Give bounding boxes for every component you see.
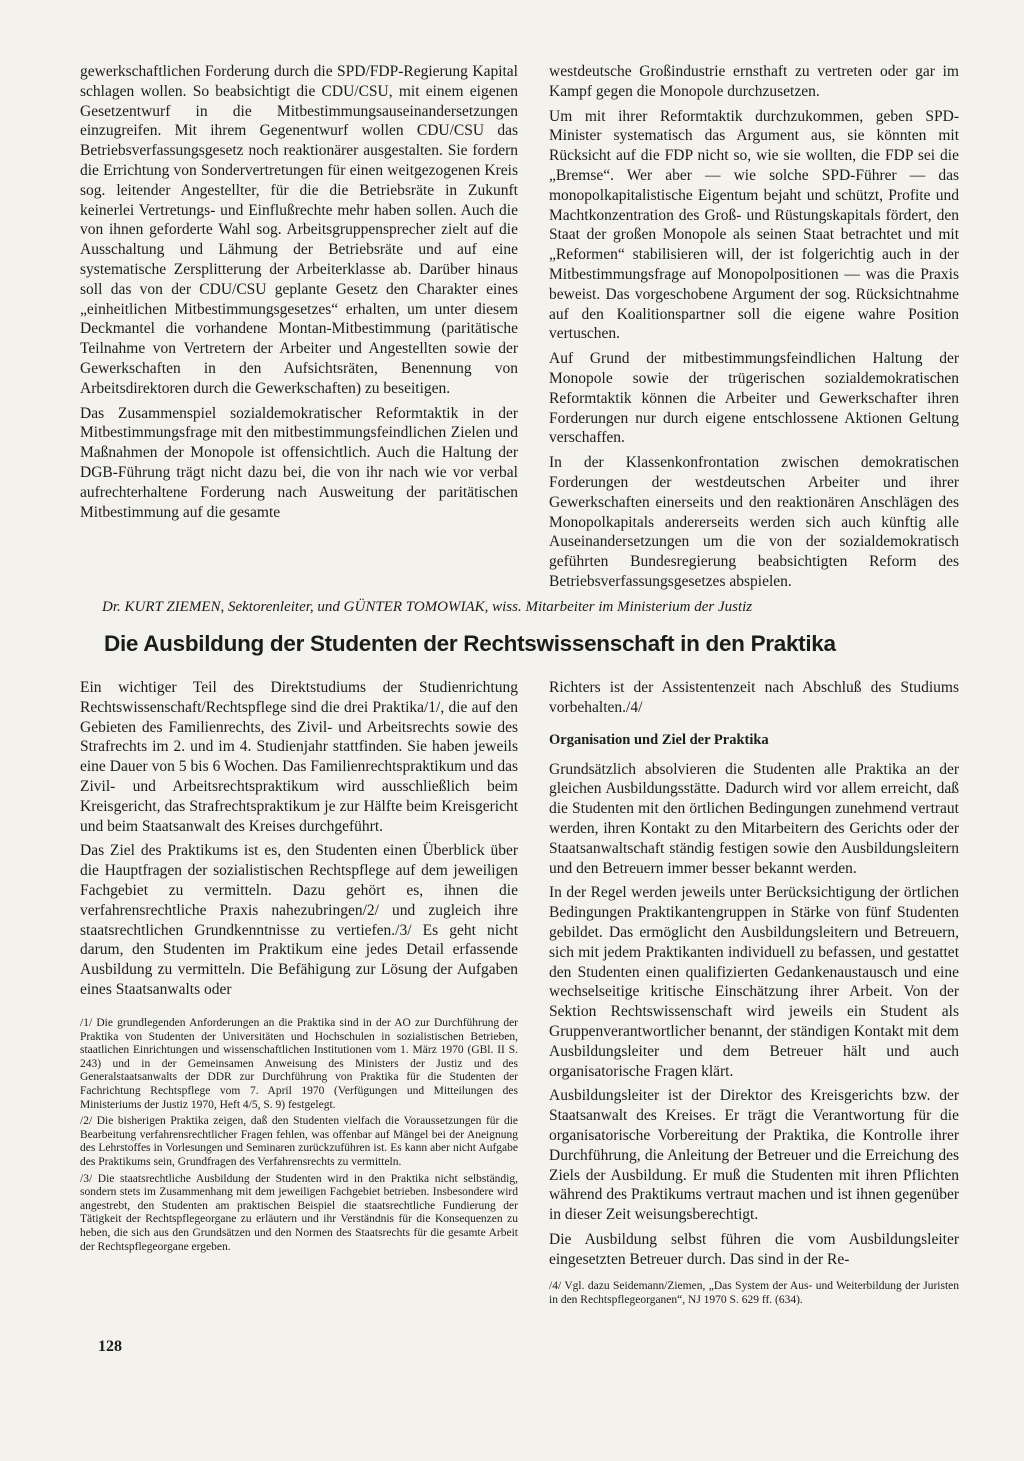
top-right-column [549,62,959,597]
paragraph: westdeutsche Großindustrie ernsthaft zu vertreten oder gar im Kampf gegen die Monopole durchzusetzen. [549,63,959,100]
paragraph: Die Ausbildung selbst führen die vom Ausbildungsleiter eingesetzten Betreuer durch. Das sind in der Re- [549,1230,959,1268]
paragraph: Grundsätzlich absolvieren die Studenten alle Praktika an der gleichen Ausbildungsstätte. Dadurch wird vor allem erreicht, daß die Studenten mit den örtlichen Bedingungen zunehmend vertraut werden, ihren Kontakt zu den Mitarbeitern des Gerichts oder der Staatsanwaltschaft ständig festigen sowie den Ausbildungsleitern und den Betreuern immer besser bekannt werden. [549,760,959,877]
page-number: 128 [98,1338,122,1355]
paragraph: Ausbildungsleiter ist der Direktor des Kreisgerichts bzw. der Staatsanwalt des Kreises. Er trägt die Verantwortung für die organisatorische Vorbereitung der Praktika, die Kontrolle ihrer Durchführung, die Anleitung der Betreuer und die Erreichung des Ziels der Ausbildung. Er muß die Studenten mit ihren Pflichten während des Praktikums vertraut machen und ist ihnen gegenüber in dieser Zeit weisungsberechtigt. [549,1087,959,1224]
article-byline: Dr. KURT ZIEMEN, Sektorenleiter, und GÜNTER TOMOWIAK, wiss. Mitarbeiter im Ministerium der Justiz [102,599,753,615]
footnote-3: /3/ Die staatsrechtliche Ausbildung der Studenten wird in den Praktika nicht selbständig, sondern stets im Zusammenhang mit dem jeweiligen Fachgebiet betrieben. Insbesondere wird angestrebt, den Studenten am praktischen Beispiel die staatsrechtliche Fundierung der Tätigkeit der Rechtspflegeorgane zu erläutern und ihr Verständnis für die Konsequenzen zu heben, die sich aus den Grundsätzen und den Normen des Staatsrechts für die gesamte Arbeit der Rechtspflegeorgane ergeben. [80,1172,518,1253]
footnote-1: /1/ Die grundlegenden Anforderungen an die Praktika sind in der AO zur Durchführung der Praktika von Studenten der Universitäten und Hochschulen in sozialistischen Betrieben, staatlichen Einrichtungen und wissenschaftlichen Institutionen vom 1. März 1970 (GBl. II S. 243) und in der Gemeinsamen Anweisung des Ministers der Justiz und des Generalstaatsanwalts der DDR zur Durchführung von Praktika für die Studenten der Fachrichtung Rechtspflege vom 7. April 1970 (Verfügungen und Mitteilungen des Ministeriums der Justiz 1970, Heft 4/5, S. 9) festgelegt. [80,1017,518,1111]
paragraph: Das Ziel des Praktikums ist es, den Studenten einen Überblick über die Hauptfragen der sozialistischen Rechtspflege auf dem jeweiligen Fachgebiet zu vermitteln. Dazu gehört es, ihnen die verfahrensrechtliche Praxis nahezubringen/2/ und zugleich ihre staatsrechtlichen Grundkenntnisse zu vertiefen./3/ Es geht nicht darum, den Studenten im Praktikum eine jedes Detail erfassende Ausbildung zu vermitteln. Die Befähigung zur Lösung der Aufgaben eines Staatsanwalts oder [80,842,518,998]
paragraph: Richters ist der Assistentenzeit nach Abschluß des Studiums vorbehalten./4/ [549,679,959,716]
paragraph: gewerkschaftlichen Forderung durch die SPD/FDP-Regierung Kapital schlagen wollen. So beabsichtigt die CDU/CSU, mit einem eigenen Gesetzentwurf in die Mitbestimmungsauseinandersetzungen einzugreifen. Mit ihrem Gegenentwurf wollen CDU/CSU das Betriebsverfassungsgesetz noch reaktionärer ausgestalten. Sie fordern die Errichtung von Sondervertretungen für einen weitgezogenen Kreis sog. leitender Angestellter, für die die Betriebsräte in Zukunft keinerlei Vertretungs- und Einflußrechte mehr haben sollen. Auch die von ihnen geforderte Wahl sog. Arbeitsgruppensprecher zielt auf die Ausschaltung und Lähmung der Betriebsräte und auf eine systematische Zersplitterung der Arbeiterklasse ab. Darüber hinaus soll das von der CDU/CSU geplante Gesetz den Charakter eines „einheitlichen Mitbestimmungsgesetzes“ erhalten, um unter diesem Deckmantel die vorhandene Montan-Mitbestimmung (paritätische Teilnahme von Vertretern der Arbeiter und Angestellten sowie der Gewerkschaften in den Aufsichtsräten, Benennung von Arbeitsdirektoren durch die Gewerkschaften) zu beseitigen. [80,63,518,397]
article-left-column [80,678,518,1005]
paragraph: In der Regel werden jeweils unter Berücksichtigung der örtlichen Bedingungen Praktikantengruppen in Stärke von fünf Studenten gebildet. Das ermöglicht den Ausbildungsleitern und Betreuern, sich mit jedem Praktikanten individuell zu befassen, und gestattet den Studenten einen qualifizierten Gedankenaustausch und eine wechselseitige kritische Einschätzung ihrer Arbeit. Von der Sektion Rechtswissenschaft wird jeweils ein Student als Gruppenverantwortlicher benannt, der ständigen Kontakt mit dem Ausbildungsleiter und dem Betreuer hält und auch organisatorische Fragen klärt. [549,884,959,1080]
paragraph: Auf Grund der mitbestimmungsfeindlichen Haltung der Monopole sowie der trügerischen sozialdemokratischen Reformtaktik können die Arbeiter und Gewerkschafter ihren Forderungen nur durch eigene entschlossene Aktionen Geltung verschaffen. [549,350,959,447]
paragraph: In der Klassenkonfrontation zwischen demokratischen Forderungen der westdeutschen Arbeiter und ihrer Gewerkschaften einerseits und den reaktionären Anschlägen des Monopolkapitals andererseits werden sich auch künftig alle Auseinandersetzungen um die von der sozialdemokratisch geführten Bundesregierung beabsichtigten Reform des Betriebsverfassungsgesetzes abspielen. [549,454,959,590]
footnote-4: /4/ Vgl. dazu Seidemann/Ziemen, „Das System der Aus- und Weiterbildung der Juristen in den Rechtspflegeorganen“, NJ 1970 S. 629 ff. (634). [549,1280,959,1306]
paragraph: Ein wichtiger Teil des Direktstudiums der Studienrichtung Rechtswissenschaft/Rechtspflege sind die drei Praktika/1/, die auf den Gebieten des Familienrechts, des Zivil- und Arbeitsrechts sowie des Strafrechts im 2. und im 4. Studienjahr stattfinden. Sie haben jeweils eine Dauer von 5 bis 6 Wochen. Das Familienrechtspraktikum und das Zivil- und Arbeitsrechtspraktikum wird ausschließlich beim Kreisgericht, das Strafrechtspraktikum je zur Hälfte beim Kreisgericht und beim Staatsanwalt des Kreises durchgeführt. [80,679,518,835]
footnotes [80,1017,518,1257]
article-right-column [549,678,959,1275]
footnote-4-container [549,1280,959,1307]
footnote-2: /2/ Die bisherigen Praktika zeigen, daß den Studenten vielfach die Voraussetzungen für die Bearbeitung verfahrensrechtlicher Fragen fehlen, was offenbar auf Mängel bei der Aneignung des Lehrstoffes in Vorlesungen und Seminaren zurückzuführen ist. Es kann aber nicht Aufgabe des Praktikums sein, Grundfragen des Verfahrensrechts zu vermitteln. [80,1115,518,1168]
paragraph: Um mit ihrer Reformtaktik durchzukommen, geben SPD-Minister systematisch das Argument aus, sie könnten mit Rücksicht auf die FDP nicht so, wie sie wollten, die FDP sei die „Bremse“. Wer aber — wie solche SPD-Führer — das monopolkapitalistische Eigentum bejaht und schützt, Profite und Machtkonzentration des Groß- und Rüstungskapitals fördert, den Staat der großen Monopole als seinen Staat betrachtet und mit „Reformen“ stabilisieren will, der ist folgerichtig auch in der Mitbestimmungsfrage auf Monopolpositionen — was die Praxis beweist. Das vorgeschobene Argument der sog. Rücksichtnahme auf den Koalitionspartner soll die eigene wahre Position vertuschen. [549,107,959,343]
section-subheading: Organisation und Ziel der Praktika [549,731,769,748]
article-headline: Die Ausbildung der Studenten der Rechtswissenschaft in den Praktika [104,631,836,656]
paragraph: Das Zusammenspiel sozialdemokratischer Reformtaktik in der Mitbestimmungsfrage mit den mitbestimmungsfeindlichen Zielen und Maßnahmen der Monopole ist offensichtlich. Auch die Haltung der DGB-Führung trägt nicht dazu bei, die von ihr nach wie vor verbal aufrechterhaltene Forderung nach Ausweitung der paritätischen Mitbestimmung auf die gesamte [80,404,518,521]
top-left-column [80,62,518,527]
